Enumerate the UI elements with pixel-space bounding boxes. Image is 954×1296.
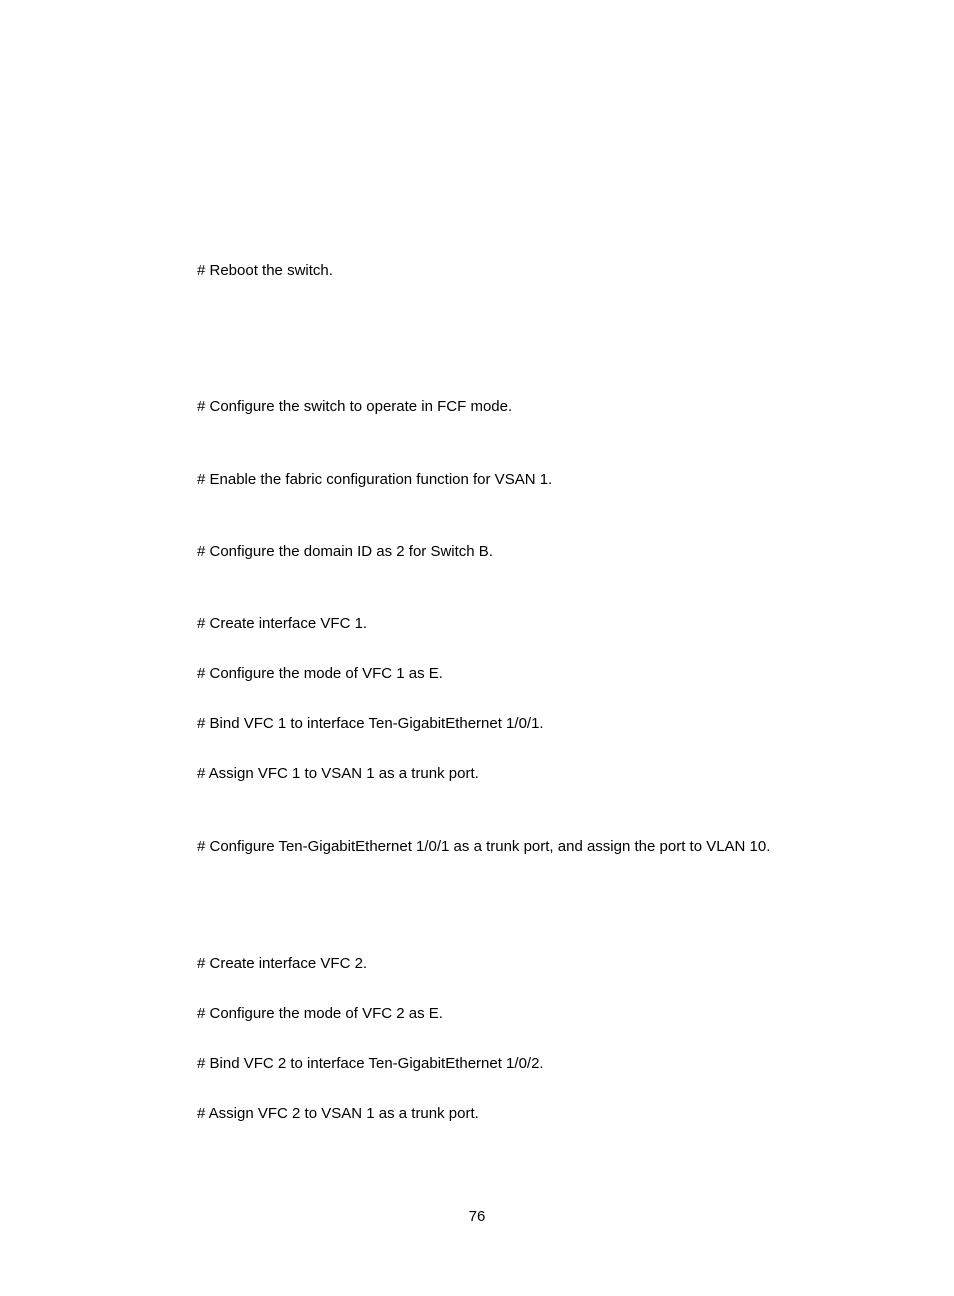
step-enable-fabric-config: # Enable the fabric configuration function for VSAN 1.: [197, 471, 553, 488]
step-fcf-mode: # Configure the switch to operate in FCF mode.: [197, 398, 513, 415]
step-bind-vfc2: # Bind VFC 2 to interface Ten-GigabitEthernet 1/0/2.: [197, 1055, 544, 1072]
step-domain-id: # Configure the domain ID as 2 for Switch B.: [197, 543, 493, 560]
step-mode-vfc2: # Configure the mode of VFC 2 as E.: [197, 1005, 443, 1022]
page-number: 76: [468, 1208, 486, 1225]
step-trunk-port-vlan: # Configure Ten-GigabitEthernet 1/0/1 as a trunk port, and assign the port to VLAN 10.: [197, 838, 771, 855]
step-create-vfc1: # Create interface VFC 1.: [197, 615, 368, 632]
step-mode-vfc1: # Configure the mode of VFC 1 as E.: [197, 665, 443, 682]
step-assign-vfc1: # Assign VFC 1 to VSAN 1 as a trunk port.: [197, 765, 479, 782]
step-create-vfc2: # Create interface VFC 2.: [197, 955, 368, 972]
step-assign-vfc2: # Assign VFC 2 to VSAN 1 as a trunk port.: [197, 1105, 479, 1122]
step-bind-vfc1: # Bind VFC 1 to interface Ten-GigabitEthernet 1/0/1.: [197, 715, 544, 732]
step-reboot-switch: # Reboot the switch.: [197, 262, 333, 279]
